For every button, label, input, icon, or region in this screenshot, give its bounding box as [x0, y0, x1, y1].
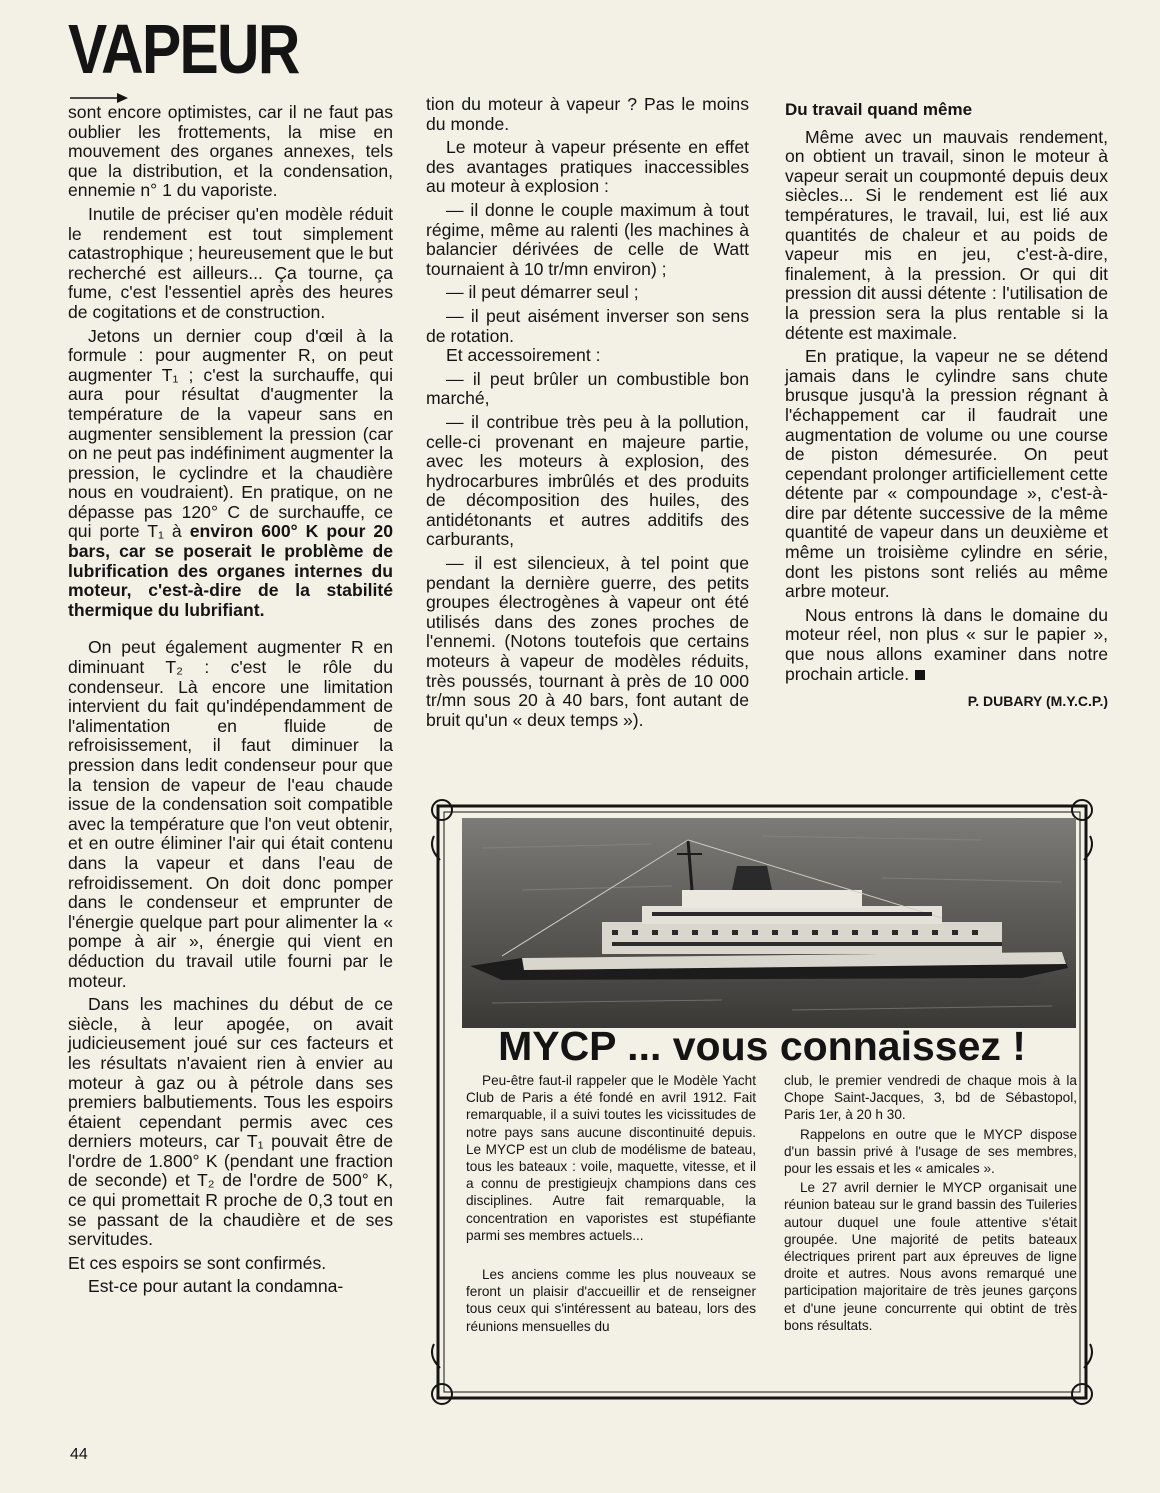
paragraph: Le moteur à vapeur présente en effet des avantages pratiques inaccessibles au moteur à explosion :: [426, 137, 749, 197]
page-title: VAPEUR: [68, 10, 299, 88]
paragraph: [68, 327, 393, 621]
paragraph: Le 27 avril dernier le MYCP organisait une réunion bateau sur le grand bassin des Tuileries autour duquel une foule attentive s'était groupée. Une majorité de petits bateaux électriques prirent part aux épreuves de ligne droite et autres. Nous avons remarqué une participation majoritaire de très jeunes garçons et d'une jeune concurrente qui obtint de très bons résultats.: [784, 1180, 1077, 1333]
paragraph: tion du moteur à vapeur ? Pas le moins du monde.: [426, 94, 749, 134]
paragraph: Dans les machines du début de ce siècle, à leur apogée, on avait judicieusement joué sur ces facteurs et les résultats n'avaient rien à envier au moteur à gaz ou à pétrole dans ses premiers balbutiements. Tous les espoirs étaient cependant permis avec ces derniers moteurs, car T₁ pouvait être de l'ordre de 1.800° K (pendant une fraction de seconde) et T₂ de l'ordre de 500° K, ce qui promettait R proche de 0,3 tout en se passant de la chaudière et de ses servitudes.: [68, 994, 393, 1250]
page-number: 44: [70, 1446, 88, 1463]
paragraph: Et accessoirement :: [446, 345, 601, 366]
section-heading: Du travail quand même: [785, 100, 973, 119]
list-item: — il peut brûler un combustible bon marché,: [426, 368, 749, 409]
author-signature: P. DUBARY (M.Y.C.P.): [967, 693, 1108, 710]
box-column-left: [466, 1072, 756, 1335]
paragraph: Les anciens comme les plus nouveaux se feront un plaisir d'accueillir et de renseigner tous ceux qui s'intéressent au bateau, lors des réunions mensuelles du: [466, 1267, 756, 1334]
paragraph: Rappelons en outre que le MYCP dispose d'un bassin privé à l'usage de ses membres, pour les essais et les « amicales ».: [784, 1126, 1077, 1177]
list-item: — il peut aisément inverser son sens de rotation.: [426, 305, 749, 346]
paragraph: Même avec un mauvais rendement, on obtient un travail, sinon le moteur à vapeur serait un coupmonté depuis deux siècles... Si le rendement est lié aux températures, le travail, lui, est lié aux quantités de chaleur et au poids de vapeur mis en jeu, c'est-à-dire, finalement, à la pression. Or qui dit pression dit aussi détente : l'utilisation de la pression sera la plus rentable si la détente est maximale.: [785, 126, 1108, 343]
paragraph: sont encore optimistes, car il ne faut pas oublier les frottements, la mise en mouvement des organes annexes, tels que la distribution, et la condensation, ennemie n° 1 du vaporiste.: [68, 102, 393, 201]
paragraph: On peut également augmenter R en diminuant T₂ : c'est le rôle du condenseur. Là encore une limitation intervient du fait qu'indépendamment de l'alimentation en fluide de refroisissement, il faut diminuer la pression dans ledit condenseur pour que la tension de vapeur de l'eau chaude issue de la condensation soit compatible avec la température que l'on veut obtenir, et en outre éliminer l'air qui était contenu dans la vapeur et dans l'eau de refroidissement. On doit donc pomper dans le condenseur et emprunter de l'énergie quelque part pour alimenter la « pompe à air », énergie qui vient en déduction du travail utile fourni par le moteur.: [68, 637, 393, 991]
paragraph: club, le premier vendredi de chaque mois à la Chope Saint-Jacques, 3, bd de Sébastopol, Paris 1er, à 20 h 30.: [784, 1073, 1077, 1123]
paragraph: [785, 606, 1108, 684]
list-item: — il donne le couple maximum à tout régime, même au ralenti (les machines à balancier dérivées de celle de Watt tournaient à 10 tr/mn environ) ;: [426, 199, 749, 279]
paragraph: Inutile de préciser qu'en modèle réduit le rendement est tout simplement catastrophique ; heureusement que le but recherché est ailleurs... Ça tourne, ça fume, c'est l'essentiel après des heures de cogitations et de construction.: [68, 203, 393, 322]
model-ship-photo: [462, 818, 1076, 1028]
box-heading: MYCP ... vous connaissez !: [498, 1023, 1026, 1069]
paragraph: Et ces espoirs se sont confirmés.: [68, 1252, 327, 1273]
paragraph: Est-ce pour autant la condamna-: [88, 1276, 344, 1297]
list-item: — il contribue très peu à la pollution, celle-ci provenant en majeure partie, avec les moteurs à explosion, des hydrocarbures imbrûlés et des produits de décomposition des huiles, des antidétonants et autres additifs des carburants,: [426, 411, 749, 550]
secondary-advantages-list: [426, 370, 749, 731]
article-column-1: [68, 103, 393, 1297]
paragraph-bold-text: environ 600° K pour 20 bars, car se poserait le problème de lubrification des organes internes du moteur, c'est-à-dire de la stabilité thermique du lubrifiant.: [68, 521, 393, 620]
paragraph-text: Jetons un dernier coup d'œil à la formule : pour augmenter R, on peut augmenter T₁ ; c'est la surchauffe, qui aura pour résultat d'augmenter la température de la vapeur sans en augmenter sensiblement la pression (car on ne peut pas indéfiniment augmenter la pression, le cyclindre et la chaudière nous en voudraient). En pratique, on ne dépasse pas 120° C de surchauffe, ce qui porte T₁ à: [68, 325, 393, 542]
paragraph: Peu-être faut-il rappeler que le Modèle Yacht Club de Paris a été fondé en avril 1912. Fait remarquable, il a suivi toutes les vicissitudes de notre pays sans aucune discontinuité depuis. Le MYCP est un club de modélisme de bateau, tous les bateaux : voile, maquette, vitesse, et il a connu de prestigieujx champions dans ces disciplines. Autre fait remarquable, la concentration en vaporistes est stupéfiante parmi ses membres actuels...: [466, 1073, 756, 1243]
end-of-article-mark: [915, 670, 925, 680]
list-item: — il est silencieux, à tel point que pendant la dernière guerre, des petits groupes électrogènes à vapeur ont été utilisés dans des zones proches de l'ennemi. (Notons toutefois que certains moteurs à vapeur de modèles réduits, très poussés, tournant à près de 10 000 tr/mn sous 20 à 40 bars, font autant de bruit qu'un « deux temps »).: [426, 553, 749, 730]
article-column-2: [426, 95, 749, 730]
list-item: — il peut démarrer seul ;: [446, 282, 639, 303]
paragraph: En pratique, la vapeur ne se détend jamais dans le cylindre sans chute brusque jusqu'à la pression régnant à l'échappement car il faudrait une augmentation de volume ou une course de piston démesurée. On peut cependant prolonger artificiellement cette détente par « compoundage », c'est-à-dire par détente successive de la même quantité de vapeur dans un deuxième et même un troisième cylindre en série, dont les pistons sont reliés au même arbre moteur.: [785, 346, 1108, 602]
paragraph-text: Nous entrons là dans le domaine du moteur réel, non plus « sur le papier », que nous allons examiner dans notre prochain article.: [785, 604, 1108, 684]
advantages-list: [426, 201, 749, 346]
box-column-right: [784, 1072, 1077, 1334]
article-column-3: [785, 100, 1108, 712]
